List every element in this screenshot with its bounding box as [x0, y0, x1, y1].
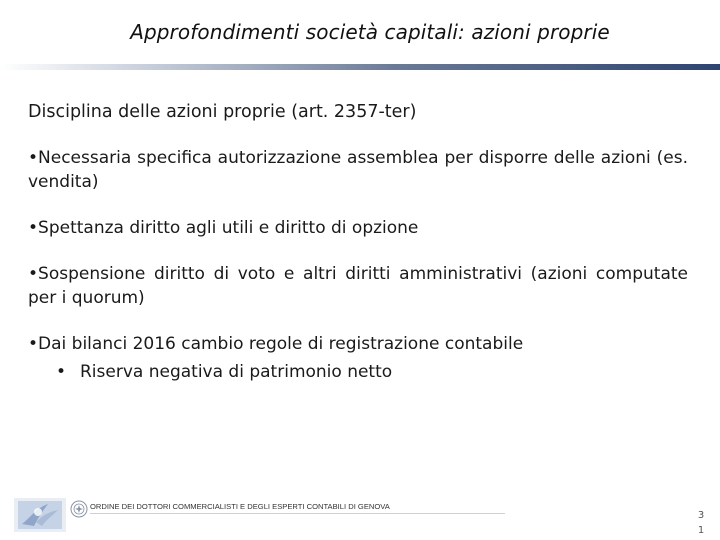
order-logo-icon: [14, 498, 66, 532]
title-divider: [0, 64, 720, 70]
bullet-item: •Necessaria specifica autorizzazione assemblea per disporre delle azioni (es. vendita): [28, 148, 688, 192]
bullet-item: •Spettanza diritto agli utili e diritto di opzione: [28, 218, 419, 238]
content-subtitle: Disciplina delle azioni proprie (art. 2357-ter): [28, 102, 417, 122]
page-number: [694, 508, 708, 538]
sub-bullet-marker: •: [56, 362, 67, 382]
sub-bullet-text: Riserva negativa di patrimonio netto: [80, 362, 393, 382]
page-number-line: 3: [697, 510, 705, 521]
slide-content: [28, 100, 688, 384]
seal-icon: [70, 500, 88, 518]
page-number-line: 1: [697, 525, 705, 536]
footer-organization: ORDINE DEI DOTTORI COMMERCIALISTI E DEGLI ESPERTI CONTABILI DI GENOVA: [90, 502, 390, 511]
sub-bullet-item: [56, 360, 688, 384]
bullet-item: •Dai bilanci 2016 cambio regole di registrazione contabile: [28, 334, 524, 354]
footer-divider: [90, 513, 505, 514]
bullet-item: •Sospensione diritto di voto e altri diritti amministrativi (azioni computate per i quorum): [28, 264, 688, 308]
slide-title: Approfondimenti società capitali: azioni proprie: [130, 20, 610, 44]
